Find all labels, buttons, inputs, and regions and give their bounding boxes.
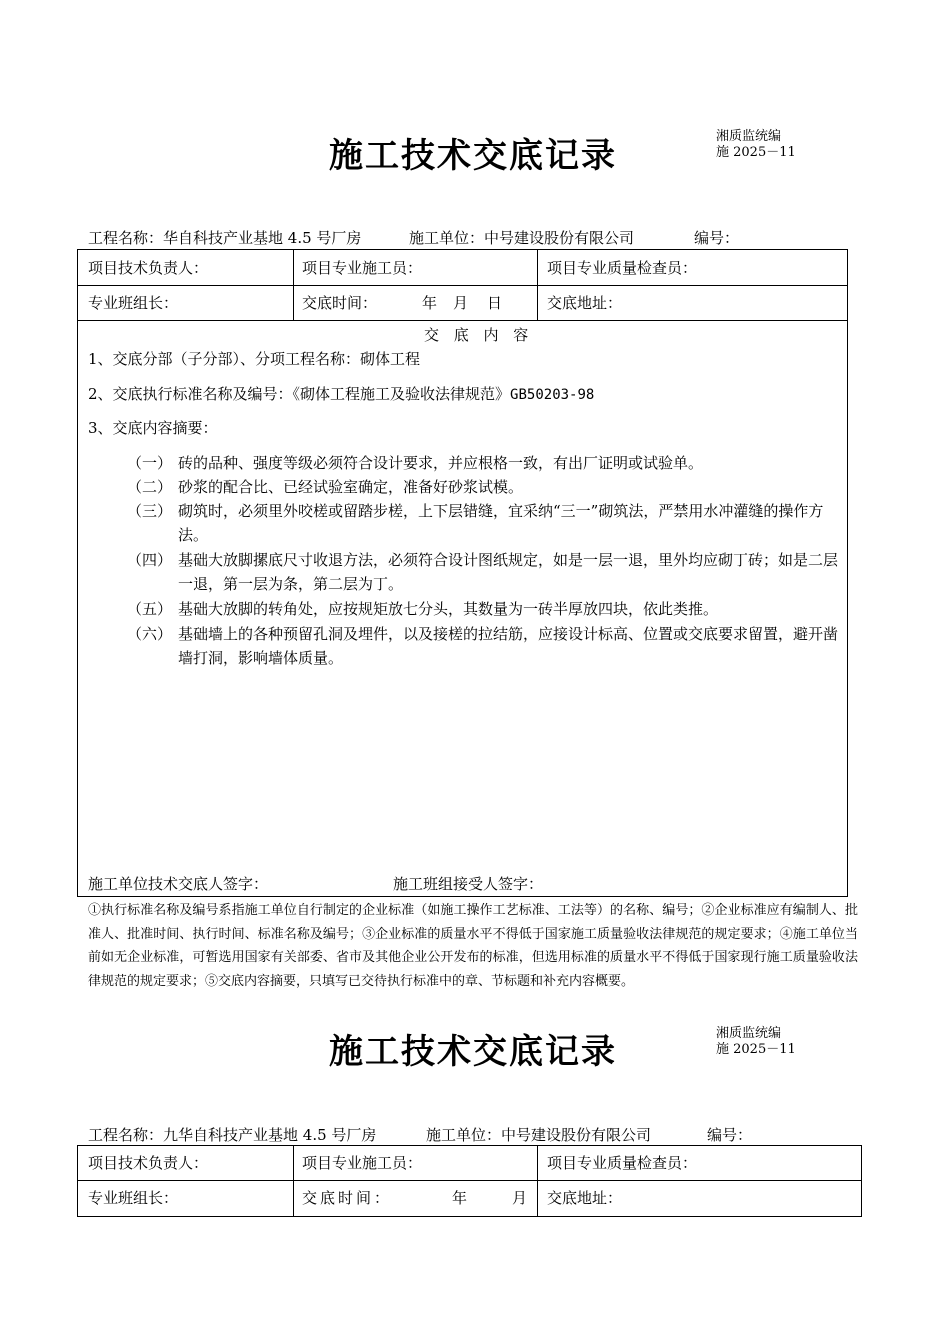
form-code-line2: 施 2025－11 — [716, 1042, 796, 1057]
serial-number-label: 编号： — [694, 229, 740, 247]
list-item — [127, 548, 847, 596]
project-name-label: 工程名称： — [88, 1126, 164, 1144]
item-text: 基础大放脚摞底尺寸收退方法，必须符合设计图纸规定，如是一层一退，里外均应砌丁砖；如是二层一退，第一层为条，第二层为丁。 — [178, 551, 839, 593]
content-section-title: 交 底 内 容 — [424, 326, 534, 344]
item-number: （六） — [127, 625, 173, 643]
quality-inspector-label: 项目专业质量检查员： — [547, 259, 698, 277]
form-code-line2: 施 2025－11 — [716, 145, 796, 160]
briefing-address-label: 交底地址： — [547, 294, 623, 312]
month-label: 月 — [512, 1189, 528, 1207]
construction-unit-label: 施工单位： — [426, 1126, 502, 1144]
constructor-label: 项目专业施工员： — [302, 1154, 423, 1172]
standard-code: GB50203-98 — [510, 387, 595, 403]
year-label: 年 — [452, 1189, 468, 1207]
construction-unit-value: 中号建设股份有限公司 — [484, 229, 635, 247]
page-title: 施工技术交底记录 — [329, 136, 617, 176]
project-name-field — [88, 227, 361, 248]
briefing-address-label: 交底地址： — [547, 1189, 623, 1207]
construction-unit-field — [426, 1124, 651, 1145]
form-code-line1: 湘质监统编 — [716, 129, 782, 144]
project-name-field — [88, 1124, 376, 1145]
construction-unit-label: 施工单位： — [409, 229, 485, 247]
list-item — [127, 451, 847, 475]
item-text: 砂浆的配合比、已经试验室确定，准备好砂浆试模。 — [178, 478, 524, 496]
year-label: 年 — [422, 294, 438, 312]
project-name-label: 工程名称： — [88, 229, 164, 247]
quality-inspector-label: 项目专业质量检查员： — [547, 1154, 698, 1172]
day-label: 日 — [487, 294, 503, 312]
item-text: 砖的品种、强度等级必须符合设计要求，并应根格一致，有出厂证明或试验单。 — [178, 454, 704, 472]
item-text: 基础大放脚的转角处，应按规矩放七分头，其数量为一砖半厚放四块，依此类推。 — [178, 600, 719, 618]
team-leader-label: 专业班组长： — [88, 294, 179, 312]
item-text: 砌筑时，必须里外咬槎或留踏步槎，上下层错缝，宜采纳“三一”砌筑法，严禁用水冲灌缝的操作方法。 — [178, 502, 824, 544]
form-code — [716, 1026, 796, 1058]
project-name-value: 华自科技产业基地 4.5 号厂房 — [163, 229, 362, 247]
tech-lead-label: 项目技术负责人： — [88, 1154, 209, 1172]
list-item — [127, 597, 847, 621]
content-line-summary: 3、交底内容摘要： — [88, 419, 218, 437]
content-line-project: 1、交底分部（子分部）、分项工程名称：砌体工程 — [88, 350, 421, 368]
construction-unit-field — [409, 227, 634, 248]
briefing-time-label: 交底时间： — [302, 294, 378, 312]
item-number: （四） — [127, 551, 173, 569]
tech-lead-label: 项目技术负责人： — [88, 259, 209, 277]
standard-name: 2、交底执行标准名称及编号：《砌体工程施工及验收法律规范》 — [88, 385, 511, 403]
team-leader-label: 专业班组长： — [88, 1189, 179, 1207]
form-code-line1: 湘质监统编 — [716, 1026, 782, 1041]
month-label: 月 — [453, 294, 469, 312]
form-code — [716, 129, 796, 161]
content-line-standard — [88, 383, 594, 404]
project-name-value: 九华自科技产业基地 4.5 号厂房 — [163, 1126, 377, 1144]
briefing-time-label: 交底时间： — [302, 1189, 393, 1207]
signature-tech-briefer: 施工单位技术交底人签字： — [88, 875, 269, 893]
footnote: ①执行标准名称及编号系指施工单位自行制定的企业标准（如施工操作工艺标准、工法等）的名称、编号；②企业标准应有编制人、批准人、批准时间、执行时间、标准名称及编号；③企业标准的质量水平不得低于国家施工质量验收法律规范的规定要求；④施工单位当前如无企业标准，可暂选用国家有关部委、省市及其他企业公开发布的标准，但选用标准的质量水平不得低于国家现行施工质量验收法律规范的规定要求；⑤交底内容摘要，只填写已交待执行标准中的章、节标题和补充内容概要。 — [88, 903, 858, 989]
list-item — [127, 499, 847, 547]
list-item — [127, 622, 847, 670]
page-title: 施工技术交底记录 — [329, 1032, 617, 1072]
construction-unit-value: 中号建设股份有限公司 — [501, 1126, 652, 1144]
serial-number-label: 编号： — [707, 1126, 753, 1144]
signature-team-receiver: 施工班组接受人签字： — [393, 875, 544, 893]
item-number: （三） — [127, 502, 173, 520]
item-number: （五） — [127, 600, 173, 618]
item-number: （一） — [127, 454, 173, 472]
item-text: 基础墙上的各种预留孔洞及埋件，以及接槎的拉结筋，应接设计标高、位置或交底要求留置，避开凿墙打洞，影响墙体质量。 — [178, 625, 839, 667]
constructor-label: 项目专业施工员： — [302, 259, 423, 277]
list-item — [127, 475, 847, 499]
item-number: （二） — [127, 478, 173, 496]
